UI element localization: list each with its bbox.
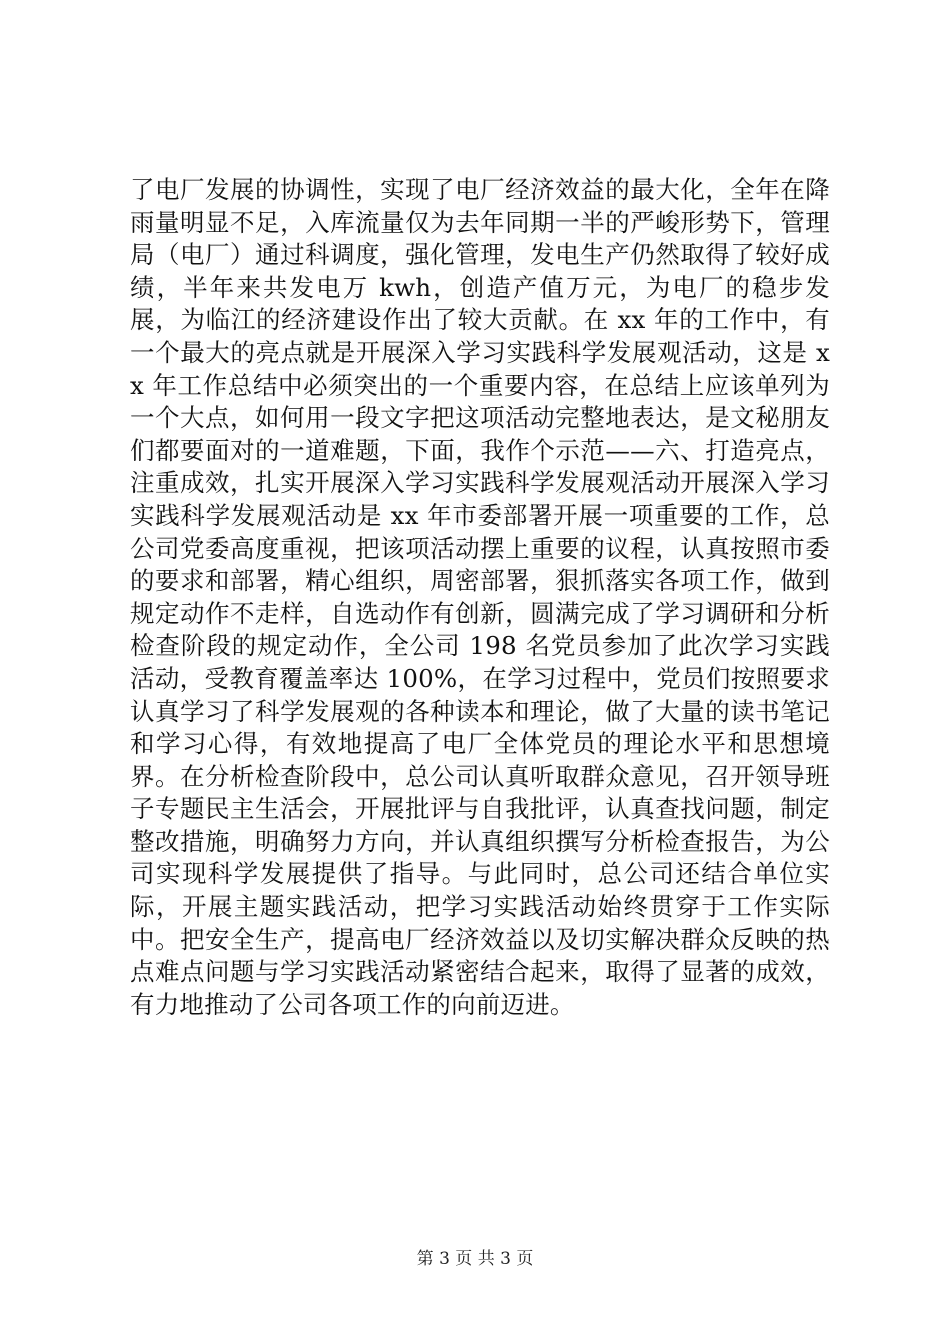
page-number-footer: 第 3 页 共 3 页 bbox=[416, 1249, 534, 1269]
body-paragraph: 了电厂发展的协调性，实现了电厂经济效益的最大化，全年在降雨量明显不足，入库流量仅为去年同期一半的严峻形势下，管理局（电厂）通过科调度，强化管理，发电生产仍然取得了较好成绩，半年来共发电万 kwh，创造产值万元，为电厂的稳步发展，为临江的经济建设作出了较大贡献。在 xx 年的工作中，有一个最大的亮点就是开展深入学习实践科学发展观活动，这是 xx 年工作总结中必须突出的一个重要内容，在总结上应该单列为一个大点，如何用一段文字把这项活动完整地表达，是文秘朋友们都要面对的一道难题，下面，我作个示范——六、打造亮点，注重成效，扎实开展深入学习实践科学发展观活动开展深入学习实践科学发展观活动是 xx 年市委部署开展一项重要的工作，总公司党委高度重视，把该项活动摆上重要的议程，认真按照市委的要求和部署，精心组织，周密部署，狠抓落实各项工作，做到规定动作不走样，自选动作有创新，圆满完成了学习调研和分析检查阶段的规定动作，全公司 198 名党员参加了此次学习实践活动，受教育覆盖率达 100%，在学习过程中，党员们按照要求认真学习了科学发展观的各种读本和理论，做了大量的读书笔记和学习心得，有效地提高了电厂全体党员的理论水平和思想境界。在分析检查阶段中，总公司认真听取群众意见，召开领导班子专题民主生活会，开展批评与自我批评，认真查找问题，制定整改措施，明确努力方向，并认真组织撰写分析检查报告，为公司实现科学发展提供了指导。与此同时，总公司还结合单位实际，开展主题实践活动，把学习实践活动始终贯穿于工作实际中。把安全生产，提高电厂经济效益以及切实解决群众反映的热点难点问题与学习实践活动紧密结合起来，取得了显著的成效，有力地推动了公司各项工作的向前迈进。 bbox=[130, 175, 830, 1019]
